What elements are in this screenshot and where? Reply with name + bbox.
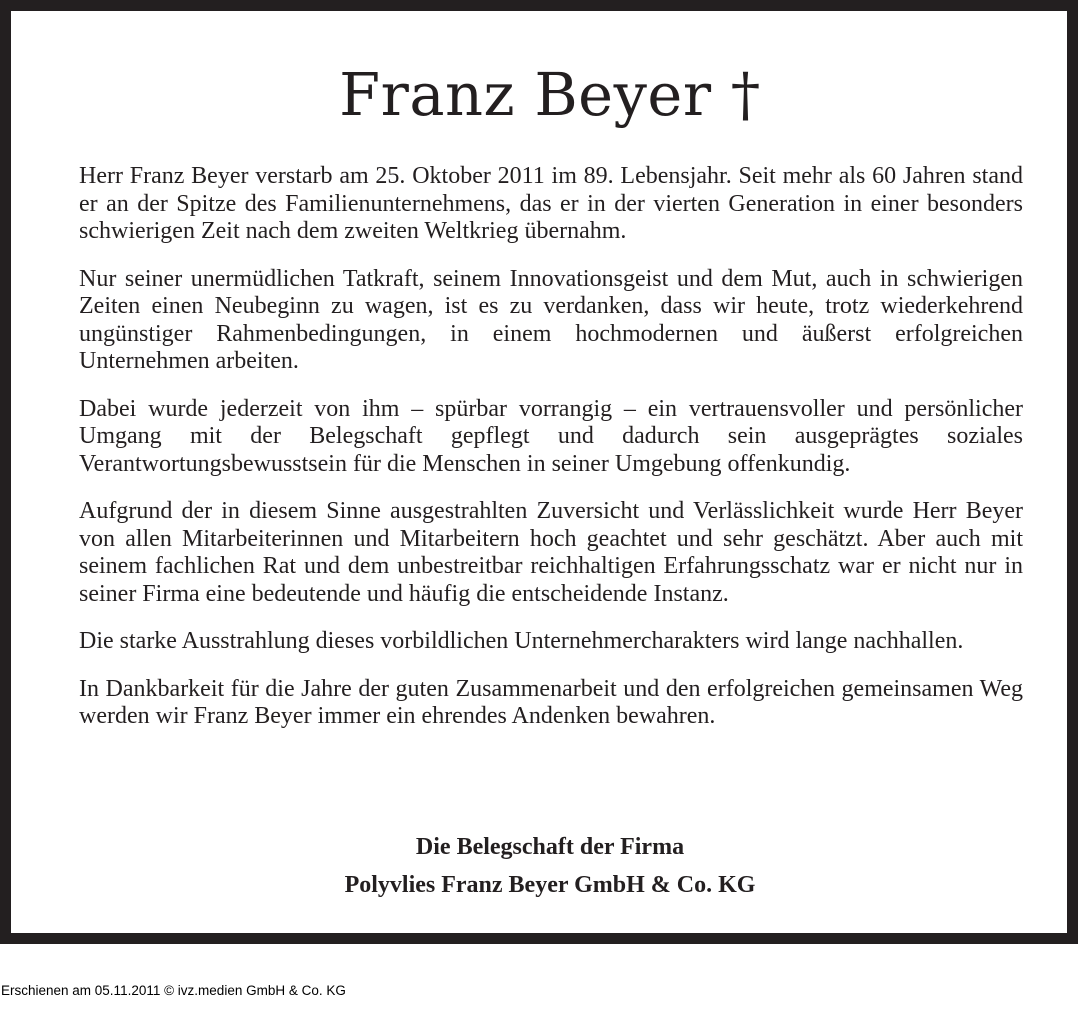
notice-paragraph: Nur seiner unermüdlichen Tatkraft, seinem Innovationsgeist und dem Mut, auch in schwierigen Zeiten einen Neubeginn zu wagen, ist es zu verdanken, dass wir heute, trotz wiederkehrend ungünstiger Rahmenbedingungen, in einem hochmodernen und äußerst erfolgreichen Unternehmen arbeiten. (79, 265, 1023, 374)
notice-paragraph: Dabei wurde jederzeit von ihm – spürbar vorrangig – ein vertrauensvoller und persönlicher Umgang mit der Belegschaft gepflegt und dadurch sein ausgeprägtes soziales Verantwortungsbewusstsein für die Menschen in seiner Umgebung offenkundig. (79, 395, 1023, 477)
signature-line-staff: Die Belegschaft der Firma (415, 834, 685, 860)
publication-footer: Erschienen am 05.11.2011 © ivz.medien GmbH & Co. KG (1, 983, 346, 998)
notice-paragraph: Herr Franz Beyer verstarb am 25. Oktober 2011 im 89. Lebensjahr. Seit mehr als 60 Jahren stand er an der Spitze des Familienunternehmens, das er in der vierten Generation in einer besonders schwierigen Zeit nach dem zweiten Weltkrieg übernahm. (79, 163, 1023, 244)
notice-title: Franz Beyer † (339, 60, 761, 129)
notice-paragraph: In Dankbarkeit für die Jahre der guten Zusammenarbeit und den erfolgreichen gemeinsamen Weg werden wir Franz Beyer immer ein ehrendes Andenken bewahren. (79, 675, 1023, 729)
signature-line-company: Polyvlies Franz Beyer GmbH & Co. KG (344, 872, 756, 898)
notice-paragraph: Aufgrund der in diesem Sinne ausgestrahlten Zuversicht und Verlässlichkeit wurde Herr Beyer von allen Mitarbeiterinnen und Mitarbeitern hoch geachtet und sehr geschätzt. Aber auch mit seinem fachlichen Rat und dem unbestreitbar reichhaltigen Erfahrungsschatz war er nicht nur in seiner Firma eine bedeutende und häufig die entscheidende Instanz. (79, 498, 1023, 607)
notice-body (79, 163, 1023, 751)
notice-paragraph: Die starke Ausstrahlung dieses vorbildlichen Unternehmercharakters wird lange nachhallen. (79, 628, 964, 654)
notice-signature (11, 828, 1078, 904)
